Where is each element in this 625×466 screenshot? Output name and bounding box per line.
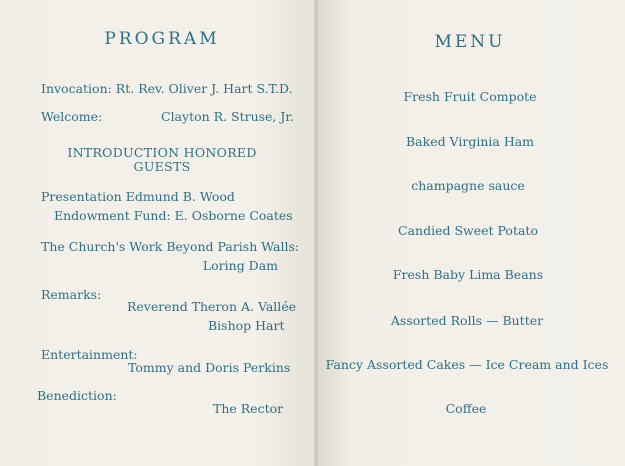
- menu-item: Baked Virginia Ham: [405, 134, 535, 149]
- entertainment-label: Entertainment:: [41, 347, 138, 362]
- church-work-name: Loring Dam: [202, 258, 278, 273]
- benediction-label: Benediction:: [37, 388, 117, 403]
- menu-item: Candied Sweet Potato: [398, 223, 538, 238]
- remarks-label: Remarks:: [41, 287, 102, 302]
- menu-item: champagne sauce: [411, 178, 525, 193]
- menu-item: Fancy Assorted Cakes — Ice Cream and Ices: [325, 357, 609, 372]
- endowment-line: Endowment Fund: E. Osborne Coates: [54, 208, 293, 223]
- invocation-line: Invocation: Rt. Rev. Oliver J. Hart S.T.D.: [41, 81, 293, 96]
- introduction-line-2: GUESTS: [133, 159, 191, 174]
- menu-item: Fresh Fruit Compote: [403, 89, 537, 104]
- program-heading: PROGRAM: [104, 29, 220, 49]
- introduction-line-1: INTRODUCTION HONORED: [67, 145, 257, 160]
- remarks-name-1: Reverend Theron A. Vallée: [127, 299, 297, 314]
- remarks-name-2: Bishop Hart: [208, 318, 285, 333]
- menu-item: Fresh Baby Lima Beans: [392, 267, 544, 282]
- welcome-label: Welcome:: [41, 109, 103, 124]
- menu-heading: MENU: [434, 32, 506, 52]
- menu-item: Assorted Rolls — Butter: [390, 313, 544, 328]
- introduction-heading: [60, 146, 264, 174]
- benediction-name: The Rector: [213, 401, 284, 416]
- presentation-line: Presentation Edmund B. Wood: [41, 189, 235, 204]
- menu-item: Coffee: [445, 401, 487, 416]
- welcome-name: Clayton R. Struse, Jr.: [161, 109, 294, 124]
- church-work-line: The Church's Work Beyond Parish Walls:: [41, 239, 300, 254]
- menu-page: [318, 0, 625, 466]
- entertainment-name: Tommy and Doris Perkins: [128, 360, 291, 375]
